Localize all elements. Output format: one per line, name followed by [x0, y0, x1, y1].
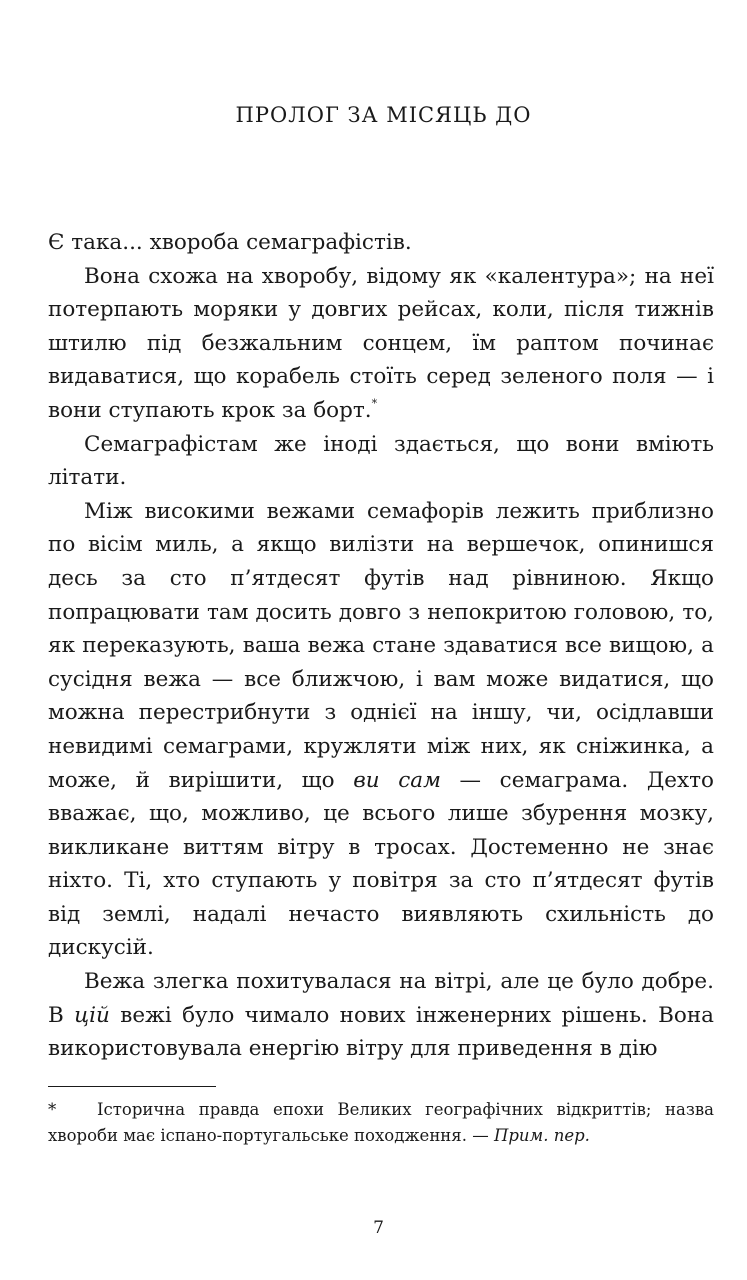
footnote-translator-note: Прим. пер. [493, 1126, 590, 1145]
footnote-reference: * [371, 396, 378, 410]
paragraph-5-text-b: вежі було чимало нових інженерних рішень. Вона використовувала енергію вітру для приведення в дію [48, 1002, 714, 1062]
paragraph-1 [48, 226, 714, 260]
paragraph-1-text: Є така... хвороба семаграфістів. [48, 230, 412, 255]
paragraph-4-emphasis: ви сам [353, 767, 441, 793]
footnote-divider [48, 1086, 216, 1087]
paragraph-4 [48, 495, 714, 965]
footnote-text: Історична правда епохи Великих географічних відкриттів; назва хвороби має іспано-португальське походження. — [48, 1100, 714, 1145]
paragraph-5-text-a: Вежа злегка похитувалася на вітрі, але це було добре. В [48, 969, 714, 1028]
paragraph-2-text: Вона схожа на хворобу, відому як «калентура»; на неї потерпають моряки у довгих рейсах, коли, після тижнів штилю під безжальним сонцем, їм раптом починає видаватися, що корабель стоїть серед зеленого поля — і вони ступають крок за борт. [48, 263, 714, 423]
footnote [48, 1097, 714, 1149]
chapter-title: ПРОЛОГ ЗА МІСЯЦЬ ДО [235, 103, 532, 127]
paragraph-4-text-b: — семаграма. Дехто вважає, що, можливо, це всього лише збурення мозку, викликане виттям вітру в тросах. Достеменно не знає ніхто. Ті, хто ступають у повітря за сто п’ятдесят футів від землі, надалі нечасто виявляють схильність до дискусій. [48, 767, 714, 961]
paragraph-4-text-a: Між високими вежами семафорів лежить приблизно по вісім миль, а якщо вилізти на вершечок, опинишся десь за сто п’ятдесят футів над рівниною. Якщо попрацювати там досить довго з непокритою головою, то, як переказують, ваша вежа стане здаватися все вищою, а сусідня вежа — все ближчою, і вам може видатися, що можна перестрибнути з однієї на іншу, чи, осідлавши невидимі семаграми, кружляти між них, як сніжинка, а може, й вирішити, що [48, 498, 714, 793]
page-number: 7 [373, 1218, 384, 1238]
paragraph-5 [48, 965, 714, 1066]
paragraph-3 [48, 428, 714, 495]
paragraph-5-emphasis: цій [74, 1002, 110, 1028]
paragraph-2 [48, 260, 714, 428]
footnote-mark: * [48, 1100, 57, 1119]
paragraph-3-text: Семаграфістам же іноді здається, що вони вміють літати. [48, 431, 714, 491]
body-text [48, 226, 714, 1066]
